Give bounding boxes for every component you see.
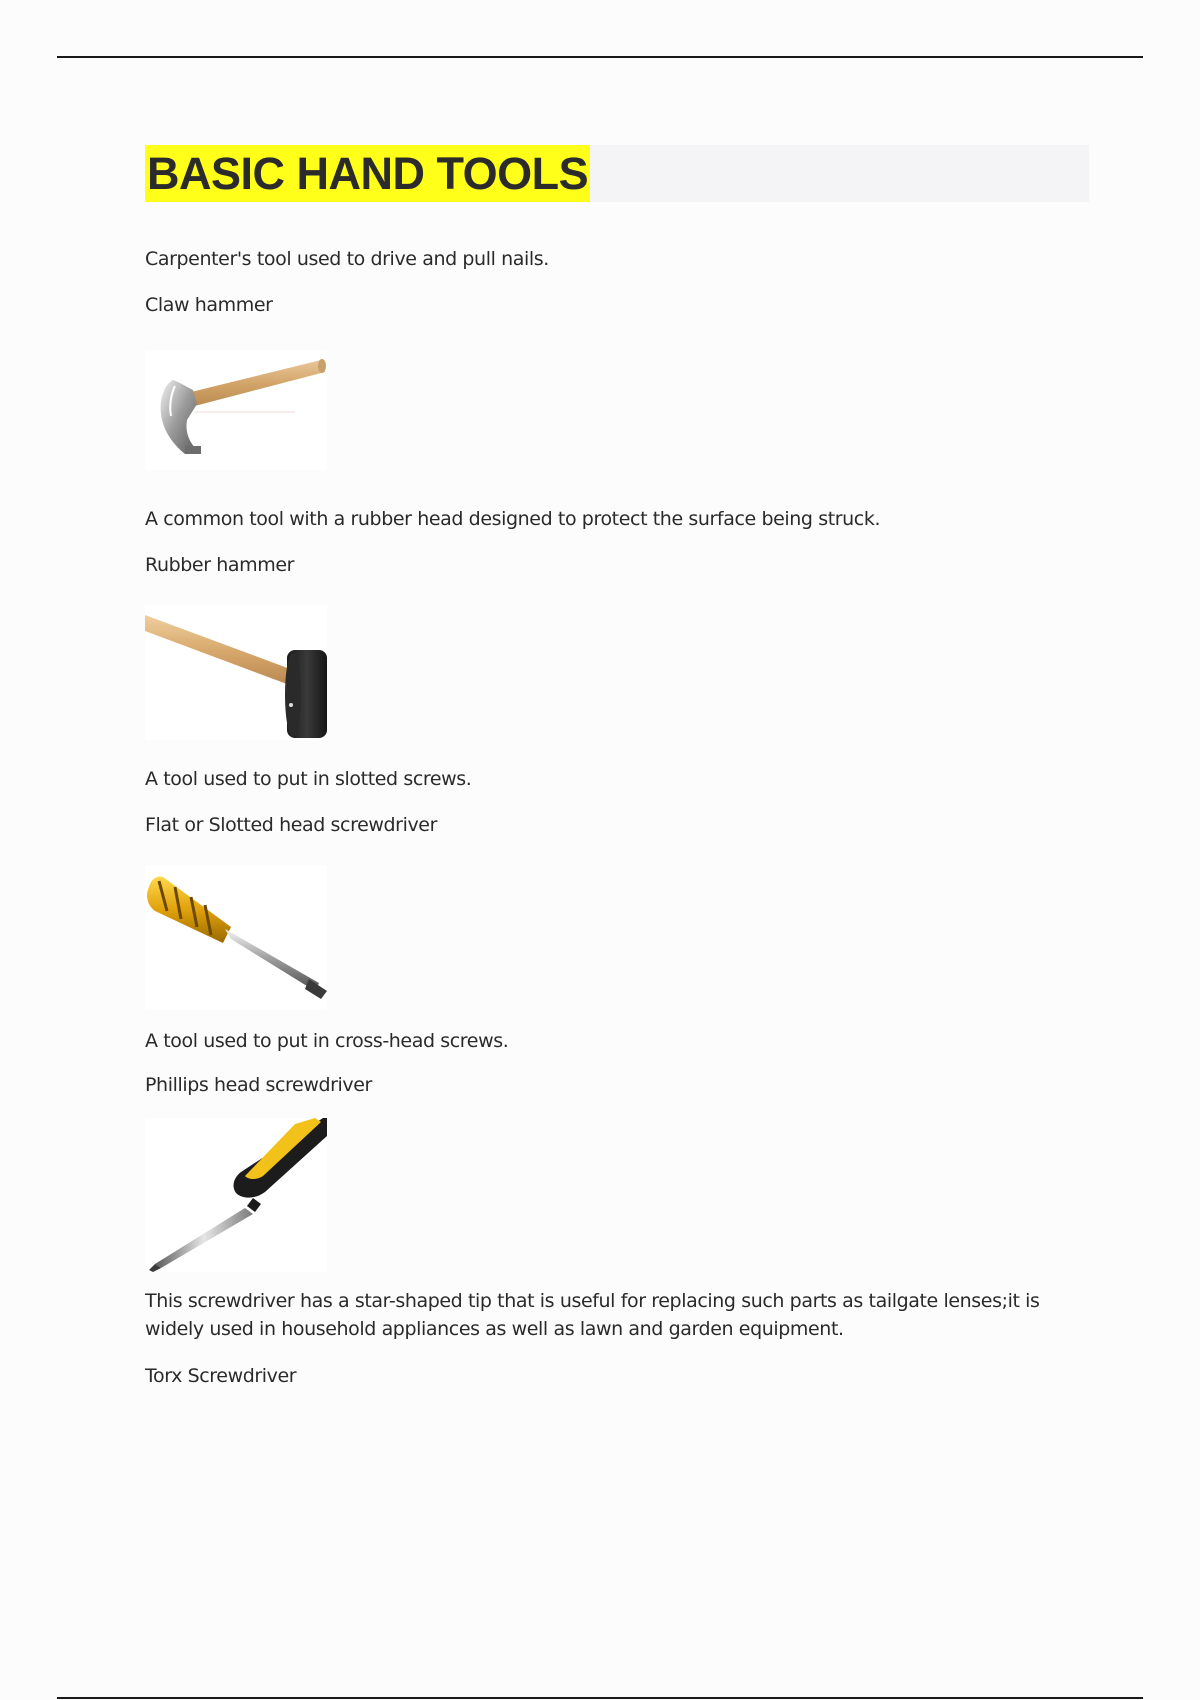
bottom-rule <box>57 1697 1143 1699</box>
entry-term: Phillips head screwdriver <box>145 1074 372 1096</box>
rubber-hammer-icon <box>145 605 327 740</box>
page-title: BASIC HAND TOOLS <box>145 145 590 202</box>
entry-description: A tool used to put in cross-head screws. <box>145 1030 509 1052</box>
entry-term: Torx Screwdriver <box>145 1365 297 1387</box>
entry-description: This screwdriver has a star-shaped tip that is useful for replacing such parts as tailgate lenses;it is widely used in household appliances as well as lawn and garden equipment. <box>145 1290 1040 1340</box>
entry-term: Flat or Slotted head screwdriver <box>145 814 438 836</box>
flat-screwdriver-icon <box>145 865 327 1010</box>
entry-description: A tool used to put in slotted screws. <box>145 768 472 790</box>
top-rule <box>57 56 1143 58</box>
entry-term: Rubber hammer <box>145 554 295 576</box>
claw-hammer-icon <box>145 350 327 470</box>
phillips-screwdriver-icon <box>145 1118 327 1272</box>
entry-description: Carpenter's tool used to drive and pull nails. <box>145 248 549 270</box>
entry-description: A common tool with a rubber head designed to protect the surface being struck. <box>145 508 881 530</box>
entry-term: Claw hammer <box>145 294 273 316</box>
